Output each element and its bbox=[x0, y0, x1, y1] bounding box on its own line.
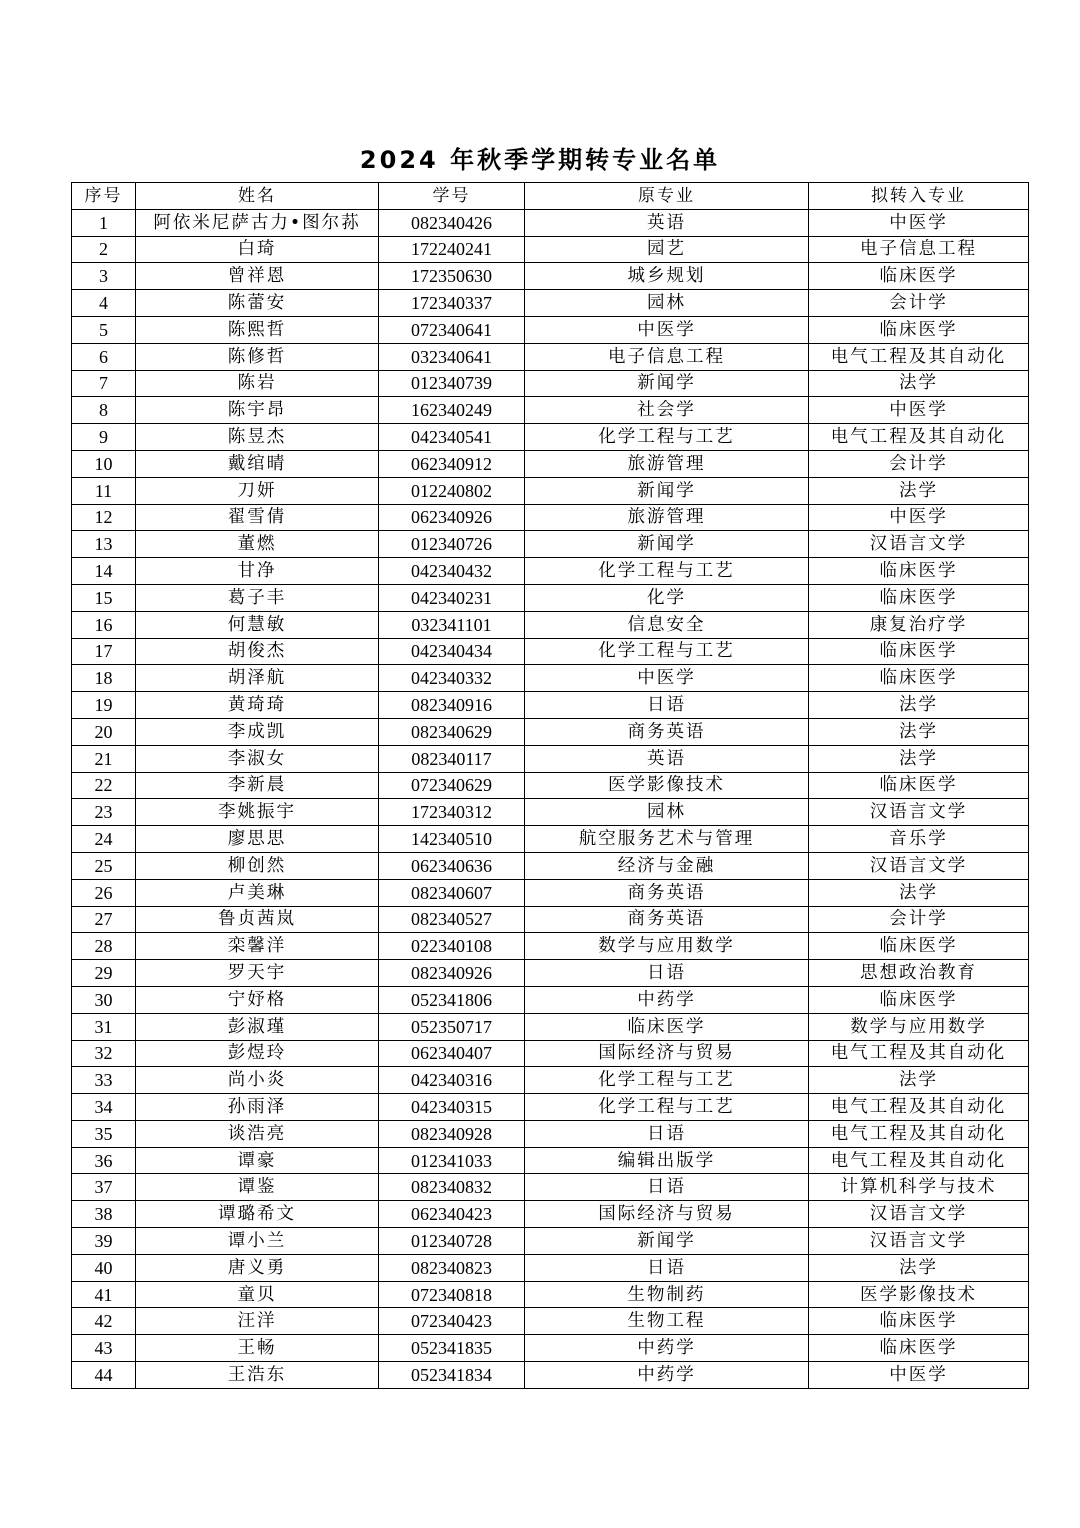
cell-from-major: 化学工程与工艺 bbox=[525, 1094, 809, 1121]
cell-from-major: 医学影像技术 bbox=[525, 772, 809, 799]
cell-to-major: 法学 bbox=[809, 692, 1029, 719]
cell-from-major: 中医学 bbox=[525, 665, 809, 692]
cell-index: 28 bbox=[72, 933, 136, 960]
cell-student-id: 172340337 bbox=[379, 290, 525, 317]
cell-from-major: 信息安全 bbox=[525, 611, 809, 638]
cell-index: 11 bbox=[72, 477, 136, 504]
cell-index: 12 bbox=[72, 504, 136, 531]
cell-name: 董燃 bbox=[136, 531, 379, 558]
cell-to-major: 电气工程及其自动化 bbox=[809, 1147, 1029, 1174]
cell-to-major: 电气工程及其自动化 bbox=[809, 1094, 1029, 1121]
cell-index: 2 bbox=[72, 236, 136, 263]
cell-name: 柳创然 bbox=[136, 852, 379, 879]
cell-name: 孙雨泽 bbox=[136, 1094, 379, 1121]
cell-name: 谭小兰 bbox=[136, 1228, 379, 1255]
cell-to-major: 电气工程及其自动化 bbox=[809, 343, 1029, 370]
cell-from-major: 编辑出版学 bbox=[525, 1147, 809, 1174]
cell-from-major: 商务英语 bbox=[525, 879, 809, 906]
cell-student-id: 072340818 bbox=[379, 1281, 525, 1308]
table-row bbox=[72, 638, 1029, 665]
cell-to-major: 康复治疗学 bbox=[809, 611, 1029, 638]
cell-student-id: 052341835 bbox=[379, 1335, 525, 1362]
cell-index: 15 bbox=[72, 584, 136, 611]
cell-index: 27 bbox=[72, 906, 136, 933]
cell-from-major: 化学 bbox=[525, 584, 809, 611]
cell-index: 7 bbox=[72, 370, 136, 397]
cell-student-id: 082340823 bbox=[379, 1254, 525, 1281]
table-row bbox=[72, 852, 1029, 879]
cell-index: 26 bbox=[72, 879, 136, 906]
header-index: 序号 bbox=[72, 183, 136, 210]
cell-name: 何慧敏 bbox=[136, 611, 379, 638]
cell-to-major: 会计学 bbox=[809, 450, 1029, 477]
cell-from-major: 英语 bbox=[525, 745, 809, 772]
cell-from-major: 园林 bbox=[525, 290, 809, 317]
cell-index: 35 bbox=[72, 1120, 136, 1147]
table-row bbox=[72, 906, 1029, 933]
table-row bbox=[72, 424, 1029, 451]
table-row bbox=[72, 826, 1029, 853]
cell-from-major: 化学工程与工艺 bbox=[525, 424, 809, 451]
table-row bbox=[72, 1147, 1029, 1174]
cell-student-id: 012340726 bbox=[379, 531, 525, 558]
cell-from-major: 国际经济与贸易 bbox=[525, 1040, 809, 1067]
cell-index: 30 bbox=[72, 986, 136, 1013]
cell-from-major: 化学工程与工艺 bbox=[525, 638, 809, 665]
cell-name: 葛子丰 bbox=[136, 584, 379, 611]
cell-student-id: 062340912 bbox=[379, 450, 525, 477]
cell-to-major: 临床医学 bbox=[809, 558, 1029, 585]
cell-student-id: 172340312 bbox=[379, 799, 525, 826]
header-from-major: 原专业 bbox=[525, 183, 809, 210]
cell-from-major: 日语 bbox=[525, 692, 809, 719]
cell-student-id: 022340108 bbox=[379, 933, 525, 960]
cell-student-id: 032340641 bbox=[379, 343, 525, 370]
cell-name: 曾祥恩 bbox=[136, 263, 379, 290]
cell-student-id: 072340641 bbox=[379, 316, 525, 343]
cell-to-major: 法学 bbox=[809, 879, 1029, 906]
cell-index: 29 bbox=[72, 960, 136, 987]
cell-from-major: 商务英语 bbox=[525, 718, 809, 745]
cell-student-id: 082340832 bbox=[379, 1174, 525, 1201]
cell-index: 31 bbox=[72, 1013, 136, 1040]
table-row bbox=[72, 370, 1029, 397]
table-row bbox=[72, 209, 1029, 236]
cell-to-major: 电气工程及其自动化 bbox=[809, 1120, 1029, 1147]
cell-to-major: 电子信息工程 bbox=[809, 236, 1029, 263]
cell-index: 44 bbox=[72, 1362, 136, 1389]
header-name: 姓名 bbox=[136, 183, 379, 210]
cell-index: 37 bbox=[72, 1174, 136, 1201]
page-title: 2024 年秋季学期转专业名单 bbox=[359, 146, 721, 174]
cell-from-major: 社会学 bbox=[525, 397, 809, 424]
cell-name: 李淑女 bbox=[136, 745, 379, 772]
cell-to-major: 会计学 bbox=[809, 290, 1029, 317]
cell-name: 李姚振宇 bbox=[136, 799, 379, 826]
cell-student-id: 062340423 bbox=[379, 1201, 525, 1228]
cell-student-id: 142340510 bbox=[379, 826, 525, 853]
cell-name: 谈浩亮 bbox=[136, 1120, 379, 1147]
cell-from-major: 生物制药 bbox=[525, 1281, 809, 1308]
cell-index: 4 bbox=[72, 290, 136, 317]
cell-from-major: 化学工程与工艺 bbox=[525, 558, 809, 585]
cell-from-major: 日语 bbox=[525, 1254, 809, 1281]
table-row bbox=[72, 745, 1029, 772]
table-row bbox=[72, 1120, 1029, 1147]
cell-name: 唐义勇 bbox=[136, 1254, 379, 1281]
table-row bbox=[72, 1254, 1029, 1281]
cell-student-id: 012341033 bbox=[379, 1147, 525, 1174]
cell-student-id: 082340928 bbox=[379, 1120, 525, 1147]
cell-name: 陈修哲 bbox=[136, 343, 379, 370]
cell-name: 鲁贞茜岚 bbox=[136, 906, 379, 933]
table-row bbox=[72, 1228, 1029, 1255]
cell-student-id: 172240241 bbox=[379, 236, 525, 263]
cell-index: 39 bbox=[72, 1228, 136, 1255]
cell-name: 陈宇昂 bbox=[136, 397, 379, 424]
table-row bbox=[72, 316, 1029, 343]
cell-to-major: 法学 bbox=[809, 745, 1029, 772]
cell-name: 彭淑瑾 bbox=[136, 1013, 379, 1040]
cell-index: 34 bbox=[72, 1094, 136, 1121]
cell-index: 20 bbox=[72, 718, 136, 745]
cell-name: 宁妤格 bbox=[136, 986, 379, 1013]
cell-to-major: 中医学 bbox=[809, 397, 1029, 424]
cell-name: 陈岩 bbox=[136, 370, 379, 397]
cell-index: 6 bbox=[72, 343, 136, 370]
cell-student-id: 082340607 bbox=[379, 879, 525, 906]
cell-name: 王浩东 bbox=[136, 1362, 379, 1389]
cell-from-major: 中医学 bbox=[525, 316, 809, 343]
cell-name: 陈昱杰 bbox=[136, 424, 379, 451]
cell-from-major: 日语 bbox=[525, 960, 809, 987]
cell-from-major: 城乡规划 bbox=[525, 263, 809, 290]
cell-student-id: 062340636 bbox=[379, 852, 525, 879]
cell-from-major: 新闻学 bbox=[525, 477, 809, 504]
cell-index: 14 bbox=[72, 558, 136, 585]
table-row bbox=[72, 665, 1029, 692]
cell-from-major: 旅游管理 bbox=[525, 450, 809, 477]
cell-name: 甘净 bbox=[136, 558, 379, 585]
cell-index: 17 bbox=[72, 638, 136, 665]
cell-to-major: 思想政治教育 bbox=[809, 960, 1029, 987]
cell-student-id: 052341806 bbox=[379, 986, 525, 1013]
table-row bbox=[72, 986, 1029, 1013]
cell-student-id: 012240802 bbox=[379, 477, 525, 504]
cell-from-major: 日语 bbox=[525, 1174, 809, 1201]
cell-to-major: 电气工程及其自动化 bbox=[809, 424, 1029, 451]
cell-to-major: 中医学 bbox=[809, 504, 1029, 531]
table-row bbox=[72, 960, 1029, 987]
cell-student-id: 082340926 bbox=[379, 960, 525, 987]
table-row bbox=[72, 1067, 1029, 1094]
cell-index: 10 bbox=[72, 450, 136, 477]
table-row bbox=[72, 799, 1029, 826]
cell-student-id: 082340117 bbox=[379, 745, 525, 772]
cell-index: 32 bbox=[72, 1040, 136, 1067]
cell-name: 陈蕾安 bbox=[136, 290, 379, 317]
cell-from-major: 新闻学 bbox=[525, 531, 809, 558]
cell-index: 8 bbox=[72, 397, 136, 424]
cell-name: 李新晨 bbox=[136, 772, 379, 799]
cell-from-major: 国际经济与贸易 bbox=[525, 1201, 809, 1228]
cell-index: 18 bbox=[72, 665, 136, 692]
cell-name: 胡泽航 bbox=[136, 665, 379, 692]
cell-to-major: 临床医学 bbox=[809, 933, 1029, 960]
table-row bbox=[72, 450, 1029, 477]
cell-index: 16 bbox=[72, 611, 136, 638]
cell-index: 41 bbox=[72, 1281, 136, 1308]
cell-student-id: 012340728 bbox=[379, 1228, 525, 1255]
cell-name: 谭璐希文 bbox=[136, 1201, 379, 1228]
cell-to-major: 临床医学 bbox=[809, 316, 1029, 343]
cell-to-major: 法学 bbox=[809, 370, 1029, 397]
cell-to-major: 中医学 bbox=[809, 1362, 1029, 1389]
cell-name: 陈熙哲 bbox=[136, 316, 379, 343]
cell-to-major: 数学与应用数学 bbox=[809, 1013, 1029, 1040]
cell-student-id: 042340315 bbox=[379, 1094, 525, 1121]
cell-to-major: 临床医学 bbox=[809, 263, 1029, 290]
cell-name: 黄琦琦 bbox=[136, 692, 379, 719]
cell-to-major: 临床医学 bbox=[809, 1335, 1029, 1362]
cell-student-id: 162340249 bbox=[379, 397, 525, 424]
cell-from-major: 日语 bbox=[525, 1120, 809, 1147]
table-row bbox=[72, 772, 1029, 799]
cell-name: 李成凯 bbox=[136, 718, 379, 745]
cell-from-major: 旅游管理 bbox=[525, 504, 809, 531]
cell-student-id: 082340629 bbox=[379, 718, 525, 745]
cell-from-major: 航空服务艺术与管理 bbox=[525, 826, 809, 853]
table-header-row bbox=[72, 183, 1029, 210]
cell-index: 25 bbox=[72, 852, 136, 879]
cell-from-major: 新闻学 bbox=[525, 370, 809, 397]
table-row bbox=[72, 531, 1029, 558]
cell-to-major: 音乐学 bbox=[809, 826, 1029, 853]
cell-from-major: 新闻学 bbox=[525, 1228, 809, 1255]
cell-student-id: 012340739 bbox=[379, 370, 525, 397]
cell-name: 谭豪 bbox=[136, 1147, 379, 1174]
cell-to-major: 汉语言文学 bbox=[809, 531, 1029, 558]
cell-index: 21 bbox=[72, 745, 136, 772]
cell-index: 3 bbox=[72, 263, 136, 290]
cell-student-id: 042340432 bbox=[379, 558, 525, 585]
table-row bbox=[72, 692, 1029, 719]
cell-index: 42 bbox=[72, 1308, 136, 1335]
table-row bbox=[72, 718, 1029, 745]
table-row bbox=[72, 1362, 1029, 1389]
cell-to-major: 临床医学 bbox=[809, 638, 1029, 665]
table-row bbox=[72, 933, 1029, 960]
cell-name: 卢美琳 bbox=[136, 879, 379, 906]
cell-student-id: 042340541 bbox=[379, 424, 525, 451]
cell-name: 栾馨洋 bbox=[136, 933, 379, 960]
cell-student-id: 082340426 bbox=[379, 209, 525, 236]
cell-from-major: 生物工程 bbox=[525, 1308, 809, 1335]
table-row bbox=[72, 477, 1029, 504]
table-row bbox=[72, 504, 1029, 531]
cell-from-major: 园林 bbox=[525, 799, 809, 826]
cell-to-major: 临床医学 bbox=[809, 584, 1029, 611]
cell-to-major: 法学 bbox=[809, 718, 1029, 745]
cell-from-major: 中药学 bbox=[525, 1335, 809, 1362]
transfer-roster-table bbox=[71, 182, 1029, 1389]
cell-to-major: 法学 bbox=[809, 1254, 1029, 1281]
cell-student-id: 042340316 bbox=[379, 1067, 525, 1094]
cell-from-major: 化学工程与工艺 bbox=[525, 1067, 809, 1094]
cell-from-major: 中药学 bbox=[525, 986, 809, 1013]
cell-to-major: 计算机科学与技术 bbox=[809, 1174, 1029, 1201]
cell-from-major: 电子信息工程 bbox=[525, 343, 809, 370]
cell-to-major: 临床医学 bbox=[809, 1308, 1029, 1335]
table-row bbox=[72, 1174, 1029, 1201]
cell-name: 刀妍 bbox=[136, 477, 379, 504]
cell-from-major: 园艺 bbox=[525, 236, 809, 263]
table-row bbox=[72, 1308, 1029, 1335]
cell-to-major: 汉语言文学 bbox=[809, 852, 1029, 879]
cell-name: 廖思思 bbox=[136, 826, 379, 853]
table-row bbox=[72, 343, 1029, 370]
cell-name: 王畅 bbox=[136, 1335, 379, 1362]
table-row bbox=[72, 397, 1029, 424]
cell-index: 22 bbox=[72, 772, 136, 799]
table-row bbox=[72, 1335, 1029, 1362]
cell-student-id: 082340916 bbox=[379, 692, 525, 719]
cell-index: 1 bbox=[72, 209, 136, 236]
cell-index: 9 bbox=[72, 424, 136, 451]
cell-name: 阿依米尼萨古力•图尔荪 bbox=[136, 209, 379, 236]
table-row bbox=[72, 1040, 1029, 1067]
cell-index: 38 bbox=[72, 1201, 136, 1228]
cell-student-id: 052341834 bbox=[379, 1362, 525, 1389]
cell-index: 5 bbox=[72, 316, 136, 343]
cell-name: 童贝 bbox=[136, 1281, 379, 1308]
cell-student-id: 072340423 bbox=[379, 1308, 525, 1335]
cell-name: 尚小炎 bbox=[136, 1067, 379, 1094]
table-row bbox=[72, 290, 1029, 317]
cell-name: 翟雪倩 bbox=[136, 504, 379, 531]
table-body bbox=[72, 209, 1029, 1388]
cell-index: 24 bbox=[72, 826, 136, 853]
table-row bbox=[72, 558, 1029, 585]
cell-to-major: 汉语言文学 bbox=[809, 1228, 1029, 1255]
cell-student-id: 072340629 bbox=[379, 772, 525, 799]
table-row bbox=[72, 263, 1029, 290]
cell-name: 彭煜玲 bbox=[136, 1040, 379, 1067]
cell-from-major: 商务英语 bbox=[525, 906, 809, 933]
cell-to-major: 临床医学 bbox=[809, 665, 1029, 692]
cell-name: 胡俊杰 bbox=[136, 638, 379, 665]
cell-index: 23 bbox=[72, 799, 136, 826]
cell-student-id: 062340926 bbox=[379, 504, 525, 531]
cell-name: 汪洋 bbox=[136, 1308, 379, 1335]
table-row bbox=[72, 1094, 1029, 1121]
cell-index: 36 bbox=[72, 1147, 136, 1174]
cell-student-id: 042340231 bbox=[379, 584, 525, 611]
header-student-id: 学号 bbox=[379, 183, 525, 210]
cell-to-major: 法学 bbox=[809, 1067, 1029, 1094]
table-row bbox=[72, 584, 1029, 611]
cell-to-major: 医学影像技术 bbox=[809, 1281, 1029, 1308]
cell-index: 43 bbox=[72, 1335, 136, 1362]
cell-to-major: 法学 bbox=[809, 477, 1029, 504]
table-row bbox=[72, 611, 1029, 638]
cell-student-id: 052350717 bbox=[379, 1013, 525, 1040]
cell-to-major: 临床医学 bbox=[809, 772, 1029, 799]
cell-to-major: 中医学 bbox=[809, 209, 1029, 236]
table-row bbox=[72, 879, 1029, 906]
cell-index: 33 bbox=[72, 1067, 136, 1094]
cell-to-major: 汉语言文学 bbox=[809, 799, 1029, 826]
cell-from-major: 英语 bbox=[525, 209, 809, 236]
cell-index: 13 bbox=[72, 531, 136, 558]
table-row bbox=[72, 1281, 1029, 1308]
table-row bbox=[72, 1201, 1029, 1228]
cell-to-major: 电气工程及其自动化 bbox=[809, 1040, 1029, 1067]
cell-to-major: 会计学 bbox=[809, 906, 1029, 933]
cell-to-major: 汉语言文学 bbox=[809, 1201, 1029, 1228]
cell-name: 谭鉴 bbox=[136, 1174, 379, 1201]
cell-from-major: 经济与金融 bbox=[525, 852, 809, 879]
cell-student-id: 042340434 bbox=[379, 638, 525, 665]
cell-from-major: 数学与应用数学 bbox=[525, 933, 809, 960]
header-to-major: 拟转入专业 bbox=[809, 183, 1029, 210]
table-row bbox=[72, 236, 1029, 263]
cell-name: 白琦 bbox=[136, 236, 379, 263]
cell-name: 戴绾晴 bbox=[136, 450, 379, 477]
cell-student-id: 062340407 bbox=[379, 1040, 525, 1067]
cell-to-major: 临床医学 bbox=[809, 986, 1029, 1013]
cell-index: 19 bbox=[72, 692, 136, 719]
cell-from-major: 中药学 bbox=[525, 1362, 809, 1389]
cell-student-id: 042340332 bbox=[379, 665, 525, 692]
cell-from-major: 临床医学 bbox=[525, 1013, 809, 1040]
cell-student-id: 172350630 bbox=[379, 263, 525, 290]
cell-index: 40 bbox=[72, 1254, 136, 1281]
table-row bbox=[72, 1013, 1029, 1040]
cell-student-id: 032341101 bbox=[379, 611, 525, 638]
cell-name: 罗天宇 bbox=[136, 960, 379, 987]
cell-student-id: 082340527 bbox=[379, 906, 525, 933]
